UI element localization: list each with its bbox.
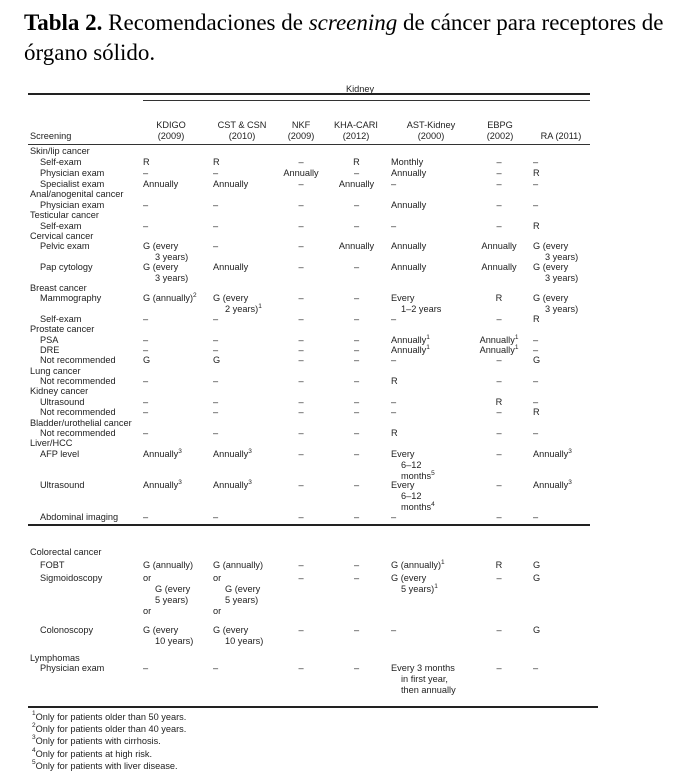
table-top-rule xyxy=(28,93,590,95)
cell-nkf: – xyxy=(298,200,304,210)
cell-ast-kidney: – xyxy=(391,221,397,231)
row-label: Not recommended xyxy=(40,355,116,365)
row-label: Self-exam xyxy=(40,314,82,324)
cell-ebpg: – xyxy=(496,573,502,583)
footnotes xyxy=(32,711,186,772)
row-label: Pelvic exam xyxy=(40,241,90,251)
cell-cst-csn: – xyxy=(213,345,219,355)
cell-nkf: – xyxy=(298,221,304,231)
cell-kdigo: G xyxy=(143,355,151,365)
column-header-cst-csn: CST & CSN (2010) xyxy=(217,120,267,141)
cell-cst-csn: G (annually) xyxy=(213,560,264,570)
cell-ast-kidney: Annually xyxy=(391,262,427,272)
cell-ra: – xyxy=(533,663,539,673)
cell-kha-cari: – xyxy=(353,428,360,438)
cell-ra: – xyxy=(533,512,539,522)
cell-kdigo: G (annually)$^2$ xyxy=(143,292,197,303)
cell-cst-csn: – xyxy=(213,335,219,345)
row-label: Colorectal cancer xyxy=(30,547,102,557)
row-label: Ultrasound xyxy=(40,397,85,407)
cell-nkf: – xyxy=(298,512,304,522)
cell-kha-cari: Annually xyxy=(338,179,375,189)
row-label: Physician exam xyxy=(40,663,105,673)
cell-ra: R xyxy=(533,168,540,178)
cell-nkf: – xyxy=(298,573,304,583)
cell-cst-csn: – xyxy=(213,428,219,438)
cell-nkf: – xyxy=(298,335,304,345)
cell-ra: – xyxy=(533,376,539,386)
cell-kdigo: – xyxy=(143,376,149,386)
row-label: Testicular cancer xyxy=(30,210,99,220)
row-label: Physician exam xyxy=(40,200,105,210)
cell-kha-cari: – xyxy=(353,449,360,459)
cell-ra: – xyxy=(533,200,539,210)
cell-ebpg: Annually xyxy=(481,241,517,251)
row-label: Ultrasound xyxy=(40,480,85,490)
cell-nkf: – xyxy=(298,376,304,386)
caption-label: Tabla 2. xyxy=(24,10,103,35)
cell-cst-csn: – xyxy=(213,663,219,673)
cell-nkf: – xyxy=(298,449,304,459)
cell-ast-kidney: Monthly xyxy=(391,157,424,167)
row-label: DRE xyxy=(40,345,60,355)
cell-cst-csn: Annually xyxy=(213,262,249,272)
cell-ast-kidney: R xyxy=(391,376,398,386)
cell-cst-csn: – xyxy=(213,407,219,417)
cell-nkf: – xyxy=(298,345,304,355)
cell-kdigo: or G (every 5 years) or xyxy=(143,573,191,616)
row-label: Skin/lip cancer xyxy=(30,146,90,156)
row-label: Breast cancer xyxy=(30,283,87,293)
cell-ra: – xyxy=(533,335,539,345)
cell-ebpg: – xyxy=(496,512,502,522)
cell-ebpg: – xyxy=(496,157,502,167)
cell-nkf: – xyxy=(298,293,304,303)
cell-cst-csn: G xyxy=(213,355,221,365)
table-bottom-rule xyxy=(28,706,598,708)
row-label: Bladder/urothelial cancer xyxy=(30,418,132,428)
cell-kha-cari: – xyxy=(353,335,360,345)
row-label: Prostate cancer xyxy=(30,324,95,334)
cell-cst-csn: G (every 10 years) xyxy=(213,625,264,646)
cell-ast-kidney: Every 1–2 years xyxy=(391,293,442,314)
row-label: Self-exam xyxy=(40,221,82,231)
cell-ra: – xyxy=(533,157,539,167)
footnote: $^3$Only for patients with cirrhosis. xyxy=(32,734,161,747)
cell-ebpg: – xyxy=(496,449,502,459)
cell-ra: G xyxy=(533,560,541,570)
row-label: Sigmoidoscopy xyxy=(40,573,103,583)
footnote: $^5$Only for patients with liver disease. xyxy=(32,758,178,771)
column-header-ra: RA (2011) xyxy=(540,131,582,141)
cell-kdigo: G (annually) xyxy=(143,560,194,570)
cell-cst-csn: R xyxy=(213,157,220,167)
row-label: Anal/anogenital cancer xyxy=(30,189,124,199)
cell-kdigo: Annually$^3$ xyxy=(143,448,182,459)
cell-ra: – xyxy=(533,428,539,438)
row-label: Lymphomas xyxy=(30,653,80,663)
cell-kha-cari: Annually xyxy=(338,241,375,251)
cell-ebpg: – xyxy=(496,625,502,635)
cell-kdigo: – xyxy=(143,428,149,438)
row-label: Specialist exam xyxy=(40,179,105,189)
caption-text-after: de cáncer para receptores de órgano sólido. xyxy=(24,10,664,65)
cell-kha-cari: – xyxy=(353,560,360,570)
row-label: Not recommended xyxy=(40,428,116,438)
row-label: Not recommended xyxy=(40,376,116,386)
cell-ebpg: – xyxy=(496,480,502,490)
column-header-nkf: NKF (2009) xyxy=(287,120,315,141)
cell-ebpg: – xyxy=(496,179,502,189)
cell-ebpg: – xyxy=(496,407,502,417)
row-label: Lung cancer xyxy=(30,366,81,376)
cell-ebpg: – xyxy=(496,168,502,178)
row-label: AFP level xyxy=(40,449,80,459)
column-header-ast-kidney: AST-Kidney (2000) xyxy=(406,120,456,141)
kidney-span-rule xyxy=(143,100,590,101)
cell-kha-cari: – xyxy=(353,480,360,490)
cell-ast-kidney: Annually xyxy=(391,241,427,251)
cell-cst-csn: – xyxy=(213,397,219,407)
cell-nkf: – xyxy=(298,314,304,324)
row-label: Kidney cancer xyxy=(30,386,89,396)
row-label: Pap cytology xyxy=(40,262,93,272)
cell-kha-cari: – xyxy=(353,345,360,355)
column-header-screening: Screening xyxy=(30,131,72,141)
cell-kdigo: – xyxy=(143,397,149,407)
cell-ra: G (every 3 years) xyxy=(533,241,579,262)
cell-kdigo: – xyxy=(143,221,149,231)
cell-nkf: – xyxy=(298,355,304,365)
cell-ebpg: – xyxy=(496,428,502,438)
cell-ast-kidney: – xyxy=(391,179,397,189)
section-rule xyxy=(28,524,590,526)
row-label: Liver/HCC xyxy=(30,438,73,448)
cell-ast-kidney: Every 6–12 months$^4$ xyxy=(391,480,435,512)
cell-ast-kidney: – xyxy=(391,355,397,365)
row-label: Abdominal imaging xyxy=(40,512,119,522)
cell-ebpg: – xyxy=(496,221,502,231)
cell-nkf: – xyxy=(298,480,304,490)
caption-text-before: Recomendaciones de xyxy=(108,10,303,35)
cell-ebpg: – xyxy=(496,663,502,673)
cell-kdigo: – xyxy=(143,407,149,417)
cell-cst-csn: – xyxy=(213,200,219,210)
cell-kha-cari: – xyxy=(353,512,360,522)
column-header-ebpg: EBPG (2002) xyxy=(486,120,514,141)
row-label: Mammography xyxy=(40,293,102,303)
cell-cst-csn: – xyxy=(213,221,219,231)
cell-kha-cari: – xyxy=(353,221,360,231)
cell-kdigo: G (every 3 years) xyxy=(143,262,189,283)
cell-cst-csn: Annually xyxy=(213,179,249,189)
group-header-kidney: Kidney xyxy=(345,84,375,94)
cell-ast-kidney: Every 3 months in first year, then annually xyxy=(391,663,456,695)
cell-ast-kidney: Annually$^1$ xyxy=(391,334,430,345)
row-label: PSA xyxy=(40,335,59,345)
cell-ast-kidney: – xyxy=(391,512,397,522)
cell-kdigo: – xyxy=(143,345,149,355)
row-label: Physician exam xyxy=(40,168,105,178)
cell-ra: G (every 3 years) xyxy=(533,262,579,283)
cell-ra: – xyxy=(533,397,539,407)
cell-ast-kidney: G (annually)$^1$ xyxy=(391,559,445,570)
cell-cst-csn: – xyxy=(213,376,219,386)
cell-kha-cari: – xyxy=(353,663,360,673)
column-header-kha-cari: KHA-CARI (2012) xyxy=(334,120,378,141)
cell-ast-kidney: – xyxy=(391,397,397,407)
cell-kha-cari: – xyxy=(353,625,360,635)
cell-cst-csn: – xyxy=(213,512,219,522)
cell-ra: G xyxy=(533,625,541,635)
cell-ra: Annually$^3$ xyxy=(533,448,572,459)
cell-kha-cari: – xyxy=(353,262,360,272)
cell-ast-kidney: Annually xyxy=(391,200,427,210)
cell-ast-kidney: R xyxy=(391,428,398,438)
cell-ra: R xyxy=(533,314,540,324)
cell-ra: G xyxy=(533,355,541,365)
footnote: $^4$Only for patients at high risk. xyxy=(32,746,153,759)
cell-kha-cari: – xyxy=(353,314,360,324)
cell-ra: Annually$^3$ xyxy=(533,479,572,490)
cell-ast-kidney: – xyxy=(391,407,397,417)
cell-nkf: – xyxy=(298,560,304,570)
cell-ra: G xyxy=(533,573,541,583)
footnote: $^2$Only for patients older than 40 years. xyxy=(32,722,187,735)
cell-ra: R xyxy=(533,407,540,417)
cell-kha-cari: – xyxy=(353,397,360,407)
cell-kha-cari: – xyxy=(353,355,360,365)
cell-nkf: – xyxy=(298,179,304,189)
cell-nkf: – xyxy=(298,663,304,673)
cell-kha-cari: – xyxy=(353,168,360,178)
cell-kha-cari: R xyxy=(353,157,360,167)
cell-ra: – xyxy=(533,179,539,189)
cell-nkf: Annually xyxy=(283,168,319,178)
cell-nkf: – xyxy=(298,397,304,407)
cell-ra: G (every 3 years) xyxy=(533,293,579,314)
cell-ebpg: Annually xyxy=(481,262,517,272)
row-label: FOBT xyxy=(40,560,65,570)
cell-ebpg: – xyxy=(496,355,502,365)
cell-kha-cari: – xyxy=(353,293,360,303)
cell-cst-csn: G (every 2 years)$^1$ xyxy=(213,293,262,314)
cell-cst-csn: Annually$^3$ xyxy=(213,479,252,490)
cell-kdigo: Annually$^3$ xyxy=(143,479,182,490)
cell-nkf: – xyxy=(298,625,304,635)
cell-ast-kidney: G (every 5 years)$^1$ xyxy=(391,573,438,594)
cell-kha-cari: – xyxy=(353,200,360,210)
cell-nkf: – xyxy=(298,157,304,167)
cell-cst-csn: or G (every 5 years) or xyxy=(213,573,261,616)
cell-kdigo: G (every 3 years) xyxy=(143,241,189,262)
cell-ast-kidney: – xyxy=(391,314,397,324)
cell-cst-csn: – xyxy=(213,241,219,251)
cell-kha-cari: – xyxy=(353,376,360,386)
cell-cst-csn: – xyxy=(213,314,219,324)
cell-cst-csn: Annually$^3$ xyxy=(213,448,252,459)
cell-kha-cari: – xyxy=(353,573,360,583)
cell-nkf: – xyxy=(298,262,304,272)
cell-nkf: – xyxy=(298,241,304,251)
cell-ebpg: R xyxy=(495,397,503,407)
cell-kdigo: – xyxy=(143,335,149,345)
cell-ra: – xyxy=(533,345,539,355)
cell-ebpg: R xyxy=(495,560,503,570)
cell-kdigo: – xyxy=(143,663,149,673)
cell-ebpg: – xyxy=(496,376,502,386)
cell-kha-cari: – xyxy=(353,407,360,417)
row-label: Cervical cancer xyxy=(30,231,94,241)
cell-ebpg: R xyxy=(495,293,503,303)
cell-kdigo: Annually xyxy=(143,179,179,189)
column-header-kdigo: KDIGO (2009) xyxy=(156,120,186,141)
cell-kdigo: – xyxy=(143,200,149,210)
header-bottom-rule xyxy=(28,144,590,145)
cell-ebpg: – xyxy=(496,314,502,324)
cell-nkf: – xyxy=(298,407,304,417)
cell-nkf: – xyxy=(298,428,304,438)
cell-ebpg: Annually$^1$ xyxy=(479,344,519,355)
cell-kdigo: G (every 10 years) xyxy=(143,625,194,646)
cell-ast-kidney: – xyxy=(391,625,397,635)
cell-kdigo: – xyxy=(143,512,149,522)
cell-cst-csn: – xyxy=(213,168,219,178)
cell-ast-kidney: Annually xyxy=(391,168,427,178)
footnote: $^1$Only for patients older than 50 years. xyxy=(32,710,187,722)
caption-text-italic: screening xyxy=(308,10,398,35)
row-label: Self-exam xyxy=(40,157,82,167)
cell-ast-kidney: Annually$^1$ xyxy=(391,344,430,355)
cell-ra: R xyxy=(533,221,540,231)
cell-ebpg: – xyxy=(496,200,502,210)
cell-kdigo: – xyxy=(143,314,149,324)
cell-kdigo: – xyxy=(143,168,149,178)
row-label: Not recommended xyxy=(40,407,116,417)
cell-ast-kidney: Every 6–12 months$^5$ xyxy=(391,449,435,481)
cell-kdigo: R xyxy=(143,157,150,167)
row-label: Colonoscopy xyxy=(40,625,94,635)
cell-ebpg: Annually$^1$ xyxy=(479,334,519,345)
